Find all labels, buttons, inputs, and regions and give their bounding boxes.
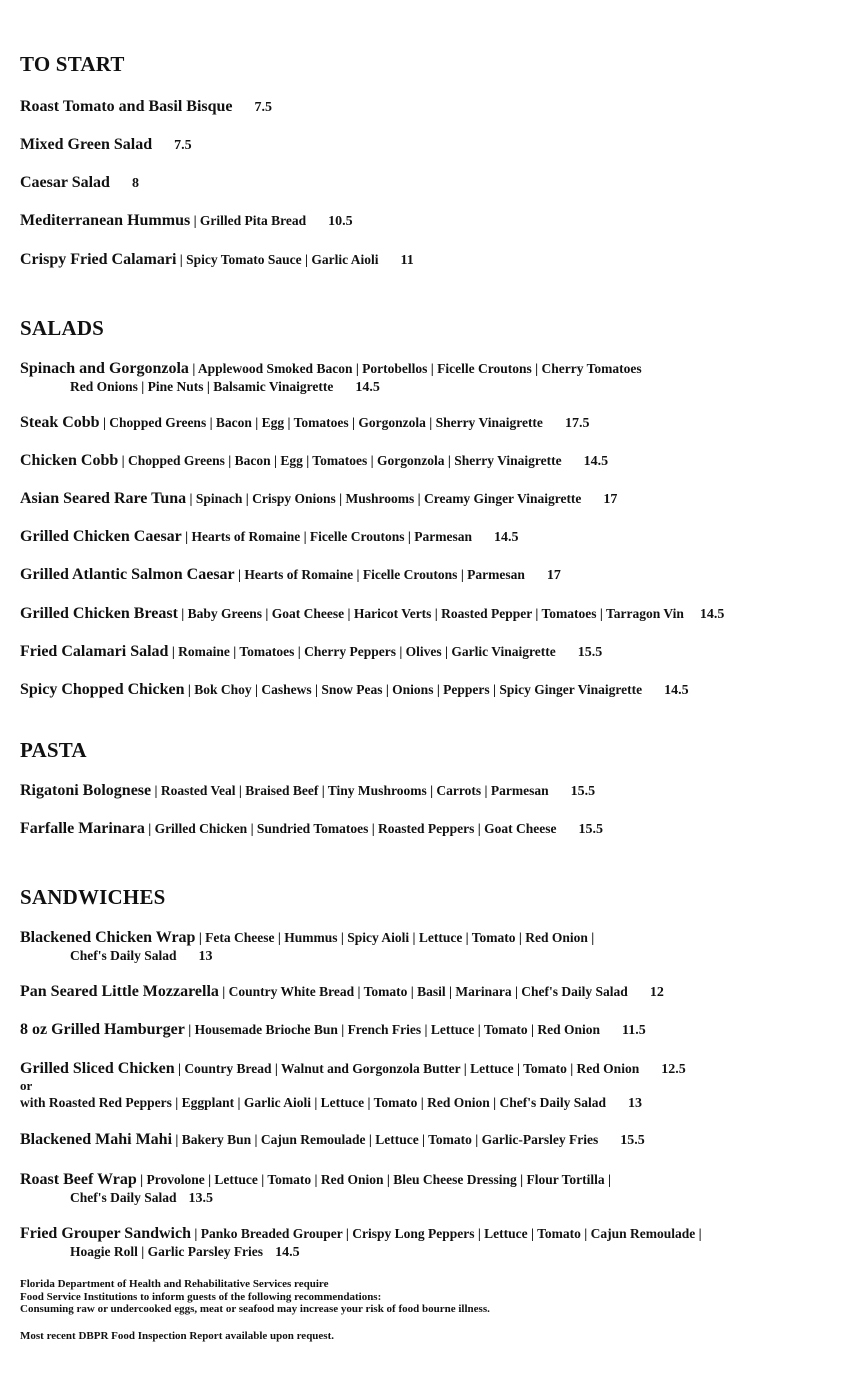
item-name: Steak Cobb [20,414,100,431]
item-name: Chicken Cobb [20,452,119,469]
item-desc: | Hearts of Romaine | Ficelle Croutons | Parmesan [234,567,525,582]
item-name: Mixed Green Salad [20,136,153,153]
item-name: Farfalle Marinara [20,820,145,837]
item-name: Caesar Salad [20,174,110,191]
menu-item [20,98,272,116]
item-price: 14.5 [275,1245,300,1260]
item-desc: | Romaine | Tomatoes | Cherry Peppers | Olives | Garlic Vinaigrette [168,644,556,659]
item-price: 8 [131,176,139,191]
menu-item [20,1021,646,1039]
item-price: 15.5 [570,784,596,799]
item-price: 15.5 [620,1133,645,1148]
item-name: Mediterranean Hummus [20,212,191,229]
item-name: Pan Seared Little Mozzarella [20,983,219,1000]
item-desc: | Panko Breaded Grouper | Crispy Long Peppers | Lettuce | Tomato | Cajun Remoulade | [190,1226,702,1241]
item-price: 14.5 [355,380,380,395]
section-title-sandwiches: SANDWICHES [20,885,166,909]
inspection-notice: Most recent DBPR Food Inspection Report available upon request. [20,1329,335,1342]
item-price: 15.5 [577,645,603,660]
item-price: 12 [649,985,664,1000]
item-desc: | Roasted Veal | Braised Beef | Tiny Mushrooms | Carrots | Parmesan [151,783,549,798]
item-price: 14.5 [494,530,519,545]
item-price: 12.5 [661,1062,686,1077]
section-title-to-start: TO START [20,52,125,76]
item-price: 14.5 [664,683,689,698]
item-name: Grilled Sliced Chicken [20,1060,175,1077]
item-desc: | Country White Bread | Tomato | Basil | Marinara | Chef's Daily Salad [218,984,628,999]
menu-item [20,566,561,584]
item-price: 17 [546,568,561,583]
item-name: Blackened Mahi Mahi [20,1131,173,1148]
menu-item [20,605,724,623]
item-desc: | Feta Cheese | Hummus | Spicy Aioli | Lettuce | Tomato | Red Onion | [195,930,595,945]
item-price: 14.5 [699,607,725,622]
item-desc-continued: Chef's Daily Salad [70,948,177,963]
item-price: 17.5 [564,416,590,431]
menu-item [20,1170,611,1207]
item-name: Roast Beef Wrap [20,1171,137,1188]
item-price: 14.5 [583,454,609,469]
item-price: 7.5 [254,100,273,115]
item-name: Blackened Chicken Wrap [20,929,196,946]
item-name: Grilled Chicken Caesar [20,528,182,545]
menu-item [20,820,603,838]
item-name: Asian Seared Rare Tuna [20,490,187,507]
menu-item [20,928,594,965]
notice-line: Florida Department of Health and Rehabilitative Services require [20,1278,329,1290]
item-alt-desc: with Roasted Red Peppers | Eggplant | Garlic Aioli | Lettuce | Tomato | Red Onion | Chef's Daily Salad [20,1095,606,1110]
item-desc-continued: Red Onions | Pine Nuts | Balsamic Vinaigrette [70,379,334,394]
notice-line: Food Service Institutions to inform guests of the following recommendations: [20,1290,382,1303]
item-desc: | Hearts of Romaine | Ficelle Croutons | Parmesan [181,529,473,544]
item-price: 15.5 [578,822,603,837]
item-desc-continued: Chef's Daily Salad [70,1190,177,1205]
item-price: 13 [198,949,213,964]
item-desc: | Bok Choy | Cashews | Snow Peas | Onions | Peppers | Spicy Ginger Vinaigrette [184,682,643,697]
menu-item [20,136,192,154]
menu-item [20,174,139,192]
item-desc: | Grilled Pita Bread [190,213,307,228]
item-name: Crispy Fried Calamari [20,251,177,268]
item-price: 17 [603,492,618,507]
item-name: Fried Grouper Sandwich [20,1225,191,1242]
item-alt-price: 13 [628,1096,642,1111]
item-desc-continued: Hoagie Roll | Garlic Parsley Fries [70,1244,264,1259]
item-price: 11 [400,253,414,268]
menu-item [20,1131,645,1149]
item-desc: | Bakery Bun | Cajun Remoulade | Lettuce | Tomato | Garlic-Parsley Fries [172,1132,599,1147]
item-name: Roast Tomato and Basil Bisque [20,98,233,115]
item-desc: | Spinach | Crispy Onions | Mushrooms | Creamy Ginger Vinaigrette [186,491,582,506]
section-title-pasta: PASTA [20,738,87,762]
menu-item [20,359,642,396]
item-desc: | Chopped Greens | Bacon | Egg | Tomatoes | Gorgonzola | Sherry Vinaigrette [118,453,562,468]
item-price: 11.5 [621,1023,646,1038]
item-name: Grilled Atlantic Salmon Caesar [20,566,235,583]
item-desc: | Housemade Brioche Bun | French Fries | Lettuce | Tomato | Red Onion [184,1022,600,1037]
item-name: Rigatoni Bolognese [20,782,152,799]
item-name: Fried Calamari Salad [20,643,169,660]
item-price: 10.5 [328,214,353,229]
item-name: Spinach and Gorgonzola [20,360,189,377]
section-title-salads: SALADS [20,316,105,340]
menu-item [20,1059,686,1113]
item-name: 8 oz Grilled Hamburger [20,1021,185,1038]
item-desc: | Spicy Tomato Sauce | Garlic Aioli [176,252,379,267]
item-name: Spicy Chopped Chicken [20,681,185,698]
menu-item [20,1224,702,1261]
menu-item [20,414,589,432]
item-or-separator: or [20,1078,33,1093]
item-price: 7.5 [174,138,192,153]
item-desc: | Country Bread | Walnut and Gorgonzola Butter | Lettuce | Tomato | Red Onion [174,1061,640,1076]
menu-item [20,251,414,269]
item-desc: | Provolone | Lettuce | Tomato | Red Onion | Bleu Cheese Dressing | Flour Tortilla | [136,1172,611,1187]
item-desc: | Baby Greens | Goat Cheese | Haricot Verts | Roasted Pepper | Tomatoes | Tarragon Vin [177,606,684,621]
item-name: Grilled Chicken Breast [20,605,178,622]
item-desc: | Chopped Greens | Bacon | Egg | Tomatoes | Gorgonzola | Sherry Vinaigrette [99,415,543,430]
menu-item [20,643,602,661]
item-price: 13.5 [188,1191,214,1206]
health-notice [20,1278,490,1342]
item-desc: | Applewood Smoked Bacon | Portobellos | Ficelle Croutons | Cherry Tomatoes [188,361,642,376]
item-desc: | Grilled Chicken | Sundried Tomatoes | Roasted Peppers | Goat Cheese [144,821,557,836]
menu-item [20,782,595,800]
menu-item [20,490,617,508]
menu-item [20,452,608,470]
menu-item [20,681,689,699]
notice-line: Consuming raw or undercooked eggs, meat or seafood may increase your risk of food bourne illness. [20,1303,490,1315]
menu-item [20,983,664,1001]
menu-item [20,212,353,230]
menu-item [20,528,519,546]
